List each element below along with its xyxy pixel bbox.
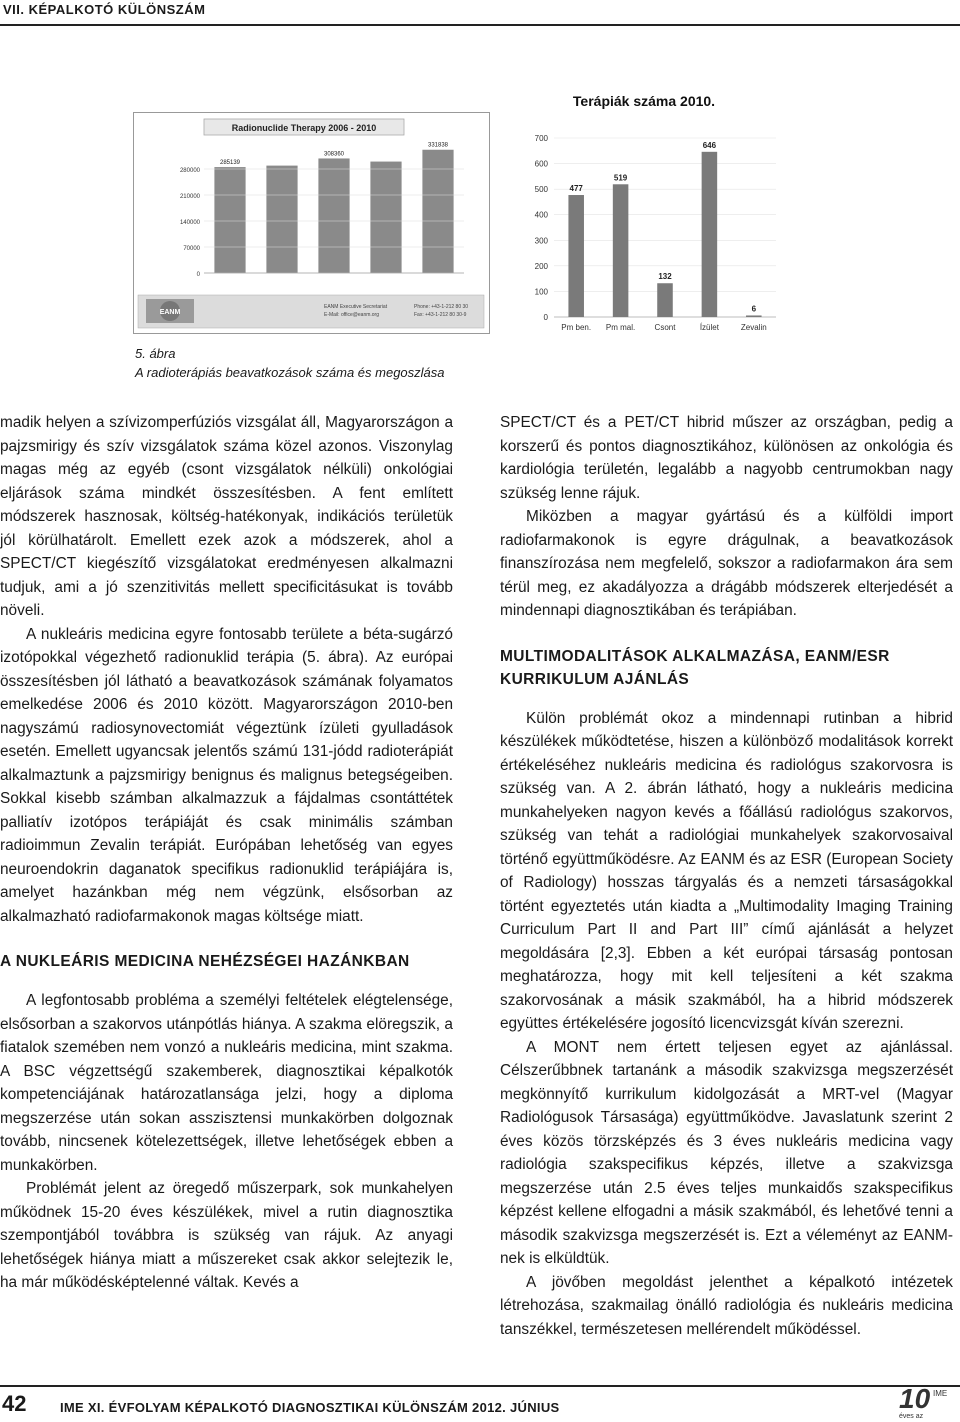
eanm-email: E-Mail: office@eanm.org: [324, 312, 380, 318]
right-bar-label: 6: [751, 304, 757, 314]
figure-caption-text: A radioterápiás beavatkozások száma és megoszlása: [135, 365, 445, 380]
right-paragraph-4: A MONT nem értett teljesen egyet az ajánlással. Célszerűbbnek tartanánk a második szakvizsga megszerzését megkönnyítő kurrikulum kidolgozását a MRT-vel (Magyar Radiológusok Társasága) együttműködve. Javaslatunk szerint 2 éves közös törzsképzés és 3 éves nukleáris medicina vagy radiológia szakspecifikus képzés, illetve a szakvizsga megszerzése után 2.5 éves teljes munkaidős szakspecifikus képzést kellene elfogadni a másik szakmából, és lehetővé tenni a második szakvizsga megszerzését is. Ezt a véleményt az EANM-nek is elküldtük.: [500, 1038, 953, 1267]
right-paragraph-1: SPECT/CT és a PET/CT hibrid műszer az országban, pedig a korszerű és pontos diagnosztikához, különösen az onkológia és kardiológia területén, legalább a nagyobb centrumokban nagy szükség lenne rájuk.: [500, 414, 953, 502]
right-chart-panel: [514, 80, 784, 342]
ime-anniversary-logo: [895, 1380, 959, 1420]
right-category-label: Pm ben.: [561, 323, 592, 332]
right-category-label: Pm mal.: [605, 323, 636, 332]
right-ytick-label: 200: [534, 261, 548, 271]
section-header: VII. KÉPALKOTÓ KÜLÖNSZÁM: [3, 2, 206, 17]
left-paragraph-1: madik helyen a szívizomperfúziós vizsgálat áll, Magyarországon a pajzsmirigy és szív vizsgálatok száma közel azonos. Viszonylag magas még az egyéb (csont vizsgálatok nélküli) onkológiai eljárások száma mindkét összesítésben. A fent említett módszerek hasznosak, költség-hatékonyak, indikációs területük jól körülhatárolt. Emellett ezek azok a módszerek, ahol a SPECT/CT kiegészítő vizsgálatokat eredményesen alkalmazni tudjuk, ami a jó szenzitivitás mellett specificitásukat is tovább növeli.: [0, 414, 453, 619]
right-chart: [514, 80, 784, 342]
right-category-label: Zevalin: [740, 323, 767, 332]
right-chart-title: Terápiák száma 2010.: [572, 93, 716, 109]
right-heading: MULTIMODALITÁSOK ALKALMAZÁSA, EANM/ESR KURRIKULUM AJÁNLÁS: [500, 647, 890, 688]
right-paragraph-2: Miközben a magyar gyártású és a külföldi import radiofarmakonok is egyre drágulnak, a beavatkozások finanszírozása nem megfelelő, sokszor a radiofarmakon ára sem térül meg, ez akadályozza a drágább módszerek elterjedését a mindennapi diagnosztikában és terápiában.: [500, 508, 953, 619]
right-bar-label: 646: [702, 140, 717, 150]
left-chart-panel: [133, 112, 490, 334]
left-bar-label: 308360: [323, 151, 345, 158]
right-category-label: Ízület: [699, 323, 719, 332]
footer-text: IME XI. ÉVFOLYAM KÉPALKOTÓ DIAGNOSZTIKAI KÜLÖNSZÁM 2012. JÚNIUS: [60, 1400, 560, 1415]
logo-years: éves az: [899, 1413, 924, 1420]
left-chart-bars: [214, 143, 453, 273]
left-bar-label: 331838: [427, 142, 449, 149]
left-chart: [134, 113, 489, 333]
right-column: [500, 411, 953, 1341]
left-ytick-label: 140000: [179, 220, 200, 226]
left-chart-title: Radionuclide Therapy 2006 - 2010: [231, 123, 377, 133]
right-category-label: Csont: [654, 323, 676, 332]
page-number: 42: [2, 1391, 27, 1416]
right-paragraph-3: Külön problémát okoz a mindennapi rutinban a hibrid készülékek működtetése, hiszen a különböző modalitások korrekt értékeléséhez nukleáris medicina és radiológus szakorvosra is szükség van. A 2. ábrán látható, hogy a nukleáris medicina munkahelyeken nagyon kevés a főállású radiológus szakorvos, szükség van tehát a radiológiai munkahelyek szakorvosaival történő együttműködésre. Az EANM és az ESR (European Society of Radiology) hosszas tárgyalás és a nemzeti társaságokkal történt egyeztetés után kiadta a „Multimodality Imaging Training Curriculum Part II and Part III” című ajánlását a helyzet megoldására [2,3]. Ebben a két európai társaság pontosan meghatározza, hogy mit kell teljesíteni a két szakma szakorvosának a másik szakmából, ha a hibrid módszerek együttes értékelésére jogosító licencvizsgát kíván szerezni.: [500, 709, 953, 1032]
left-ytick-label: 280000: [179, 168, 200, 174]
eanm-secretariat: EANM Executive Secretariat: [324, 304, 388, 310]
left-bar: [370, 162, 401, 273]
left-paragraph-2: A nukleáris medicina egyre fontosabb területe a béta-sugárzó izotópokkal végezhető radionuklid terápia (5. ábra). Az európai összesítésben jól látható a beavatkozások számának folyamatos emelkedése 2006 és 2010 között. Magyarországon 2010-ben nagyszámú radiosynovectomiát végeztünk ízületi gyulladások esetén. Emellett ugyancsak jelentős számú 131-jódd radioterápiát alkalmaztunk a pajzsmirigy benignus és malignus betegségeiben. Sokkal kisebb számban alkalmazzuk a fájdalmas csontáttétek palliatív izotópos terápiáját és csak minimális számban radioimmun Zevalin terápiát. Európában lehetőség van egyes neuroendokrin daganatok specifikus radionuklid terápiájára is, amelyet hazánkban még nem végzünk, elsősorban az alkalmazható radiofarmakonok magas költsége miatt.: [0, 625, 453, 925]
right-bar-label: 519: [613, 173, 628, 183]
right-bar-label: 477: [569, 184, 583, 194]
right-chart-categories: [561, 323, 766, 332]
right-ytick-label: 300: [534, 236, 548, 246]
logo-brand: IME: [933, 1389, 948, 1398]
left-heading: A NUKLEÁRIS MEDICINA NEHÉZSÉGEI HAZÁNKBAN: [0, 953, 410, 970]
left-column: [0, 411, 453, 1295]
left-ytick-label: 0: [196, 272, 200, 278]
left-ytick-label: 70000: [183, 246, 200, 252]
right-ytick-label: 500: [534, 185, 548, 195]
left-paragraph-3: A legfontosabb probléma a személyi feltételek elégtelensége, elsősorban a szakorvos utánpótlás hiánya. A szakma elöregszik, a fiatalok szemében nem vonzó a nukleáris medicina, mint szakma. A BSC végzettségű szakemberek, diagnosztikai képalkotók kompetenciájának határozatlansága jelzi, hogy a diploma megszerzése után sokan asszisztensi munkakörben dolgoznak tovább, nincsenek kötelezettségek, illetve lehetőségek ebben a munkakörben.: [0, 992, 453, 1174]
right-bar: [746, 315, 762, 317]
eanm-logo-text: EANM: [159, 309, 181, 316]
right-paragraph-5: A jövőben megoldást jelenthet a képalkotó intézetek létrehozása, szakmailag önálló radiológia és nukleáris medicina tanszékkel, természetesen mellérendelt működéssel.: [500, 1273, 953, 1338]
header-rule: [0, 24, 960, 26]
footer-rule: [0, 1385, 960, 1387]
right-bar: [657, 283, 673, 317]
left-bar: [214, 167, 245, 273]
right-ytick-label: 600: [534, 159, 548, 169]
logo-number: 10: [899, 1383, 931, 1414]
left-bar: [266, 166, 297, 273]
right-bar: [613, 184, 629, 317]
left-bar: [318, 158, 349, 273]
right-ytick-label: 100: [534, 287, 548, 297]
right-chart-bars: [568, 141, 761, 317]
left-bar: [422, 150, 453, 273]
right-ytick-label: 700: [534, 134, 548, 143]
left-bar-label: 285139: [219, 160, 241, 167]
figure-label: 5. ábra: [135, 346, 176, 361]
left-paragraph-4: Problémát jelent az öregedő műszerpark, sok munkahelyen működnek 15-20 éves készülékek, mivel a rutin diagnosztika szempontjából továbbra is szükség van rájuk. Az anyagi lehetőségek hiánya miatt a műszereket csak akkor selejtezik le, ha már működésképtelenné váltak. Kevés a: [0, 1180, 453, 1291]
eanm-phone: Phone: +43-1-212 80 30: [414, 304, 469, 310]
right-bar: [568, 195, 584, 317]
figure-caption: [135, 344, 445, 382]
left-ytick-label: 210000: [179, 194, 200, 200]
right-ytick-label: 400: [534, 210, 548, 220]
eanm-fax: Fax: +43-1-212 80 30-9: [414, 312, 467, 318]
right-bar: [702, 152, 718, 317]
right-bar-label: 132: [658, 272, 672, 282]
right-ytick-label: 0: [543, 313, 548, 322]
